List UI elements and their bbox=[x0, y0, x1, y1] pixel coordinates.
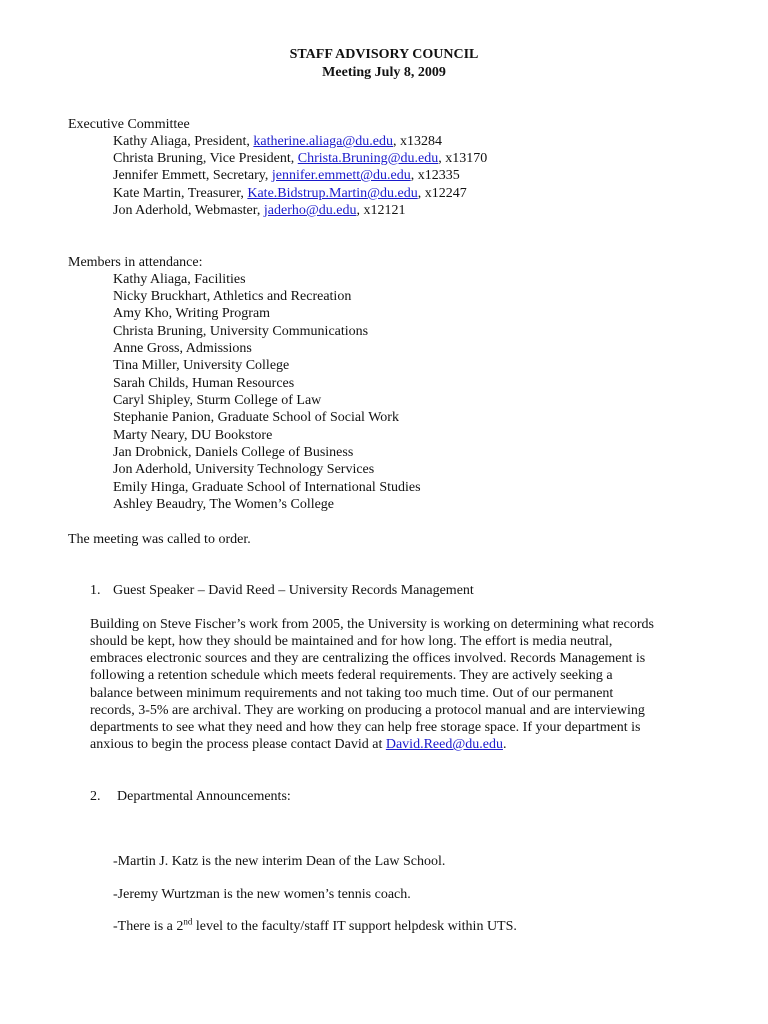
attendance-member: Marty Neary, DU Bookstore bbox=[113, 428, 273, 443]
announcement-item: -There is a 2nd level to the faculty/staff IT support helpdesk within UTS. bbox=[113, 916, 517, 934]
item-2-number: 2. bbox=[90, 789, 101, 804]
attendance-member: Emily Hinga, Graduate School of International Studies bbox=[113, 480, 421, 495]
email-link[interactable]: Kate.Bidstrup.Martin@du.edu bbox=[247, 186, 418, 201]
attendance-member: Jon Aderhold, University Technology Services bbox=[113, 462, 375, 477]
attendance-member: Nicky Bruckhart, Athletics and Recreation bbox=[113, 289, 352, 304]
attendance-member: Sarah Childs, Human Resources bbox=[113, 376, 295, 391]
attendance-member: Ashley Beaudry, The Women’s College bbox=[113, 497, 335, 512]
exec-member: Jennifer Emmett, Secretary, jennifer.emmett@du.edu, x12335 bbox=[113, 168, 460, 183]
announcement-item: -Jeremy Wurtzman is the new women’s tennis coach. bbox=[113, 887, 411, 902]
attendance-member: Caryl Shipley, Sturm College of Law bbox=[113, 393, 322, 408]
item-1-body-line: departments to see what they need and how they can help free storage space. If your department is bbox=[90, 720, 641, 735]
email-link[interactable]: katherine.aliaga@du.edu bbox=[253, 134, 393, 149]
item-1-number: 1. bbox=[90, 583, 101, 598]
email-link[interactable]: Christa.Bruning@du.edu bbox=[297, 151, 439, 166]
called-to-order: The meeting was called to order. bbox=[68, 532, 251, 547]
attendance-member: Anne Gross, Admissions bbox=[113, 341, 252, 356]
item-1-title: Guest Speaker – David Reed – University Records Management bbox=[113, 583, 474, 598]
item-1-body-line: Building on Steve Fischer’s work from 2005, the University is working on determining what records bbox=[90, 617, 654, 632]
announcement-item: -Martin J. Katz is the new interim Dean of the Law School. bbox=[113, 854, 446, 869]
attendance-member: Kathy Aliaga, Facilities bbox=[113, 272, 246, 287]
attendance-member: Amy Kho, Writing Program bbox=[113, 306, 271, 321]
item-1-body-last-line: anxious to begin the process please contact David at David.Reed@du.edu. bbox=[90, 737, 507, 752]
exec-member: Kate Martin, Treasurer, Kate.Bidstrup.Martin@du.edu, x12247 bbox=[113, 186, 467, 201]
document-subtitle: Meeting July 8, 2009 bbox=[322, 65, 446, 80]
exec-member: Christa Bruning, Vice President, Christa.Bruning@du.edu, x13170 bbox=[113, 151, 488, 166]
email-link[interactable]: jaderho@du.edu bbox=[263, 203, 357, 218]
attendance-member: Jan Drobnick, Daniels College of Business bbox=[113, 445, 354, 460]
attendance-member: Tina Miller, University College bbox=[113, 358, 290, 373]
item-1-body-line: records, 3-5% are archival. They are working on producing a protocol manual and are interviewing bbox=[90, 703, 645, 718]
item-1-body-line: following a retention schedule which meets federal requirements. They are actively seeking a bbox=[90, 668, 613, 683]
attendance-member: Stephanie Panion, Graduate School of Social Work bbox=[113, 410, 399, 425]
item-1-body-line: embraces electronic sources and they are centralizing the offices involved. Records Management is bbox=[90, 651, 646, 666]
item-1-body-line: should be kept, how they should be maintained and for how long. The effort is media neutral, bbox=[90, 634, 613, 649]
item-1-body-line: balance between minimum requirements and not taking too much time. Out of our permanent bbox=[90, 686, 614, 701]
email-link[interactable]: David.Reed@du.edu bbox=[385, 737, 503, 752]
attendance-member: Christa Bruning, University Communications bbox=[113, 324, 369, 339]
document-title: STAFF ADVISORY COUNCIL bbox=[289, 47, 479, 62]
exec-member: Jon Aderhold, Webmaster, jaderho@du.edu, x12121 bbox=[113, 203, 406, 218]
executive-committee-label: Executive Committee bbox=[68, 117, 190, 132]
exec-member: Kathy Aliaga, President, katherine.aliaga@du.edu, x13284 bbox=[113, 134, 442, 149]
email-link[interactable]: jennifer.emmett@du.edu bbox=[271, 168, 411, 183]
attendance-label: Members in attendance: bbox=[68, 255, 203, 270]
item-2-title: Departmental Announcements: bbox=[117, 789, 291, 804]
